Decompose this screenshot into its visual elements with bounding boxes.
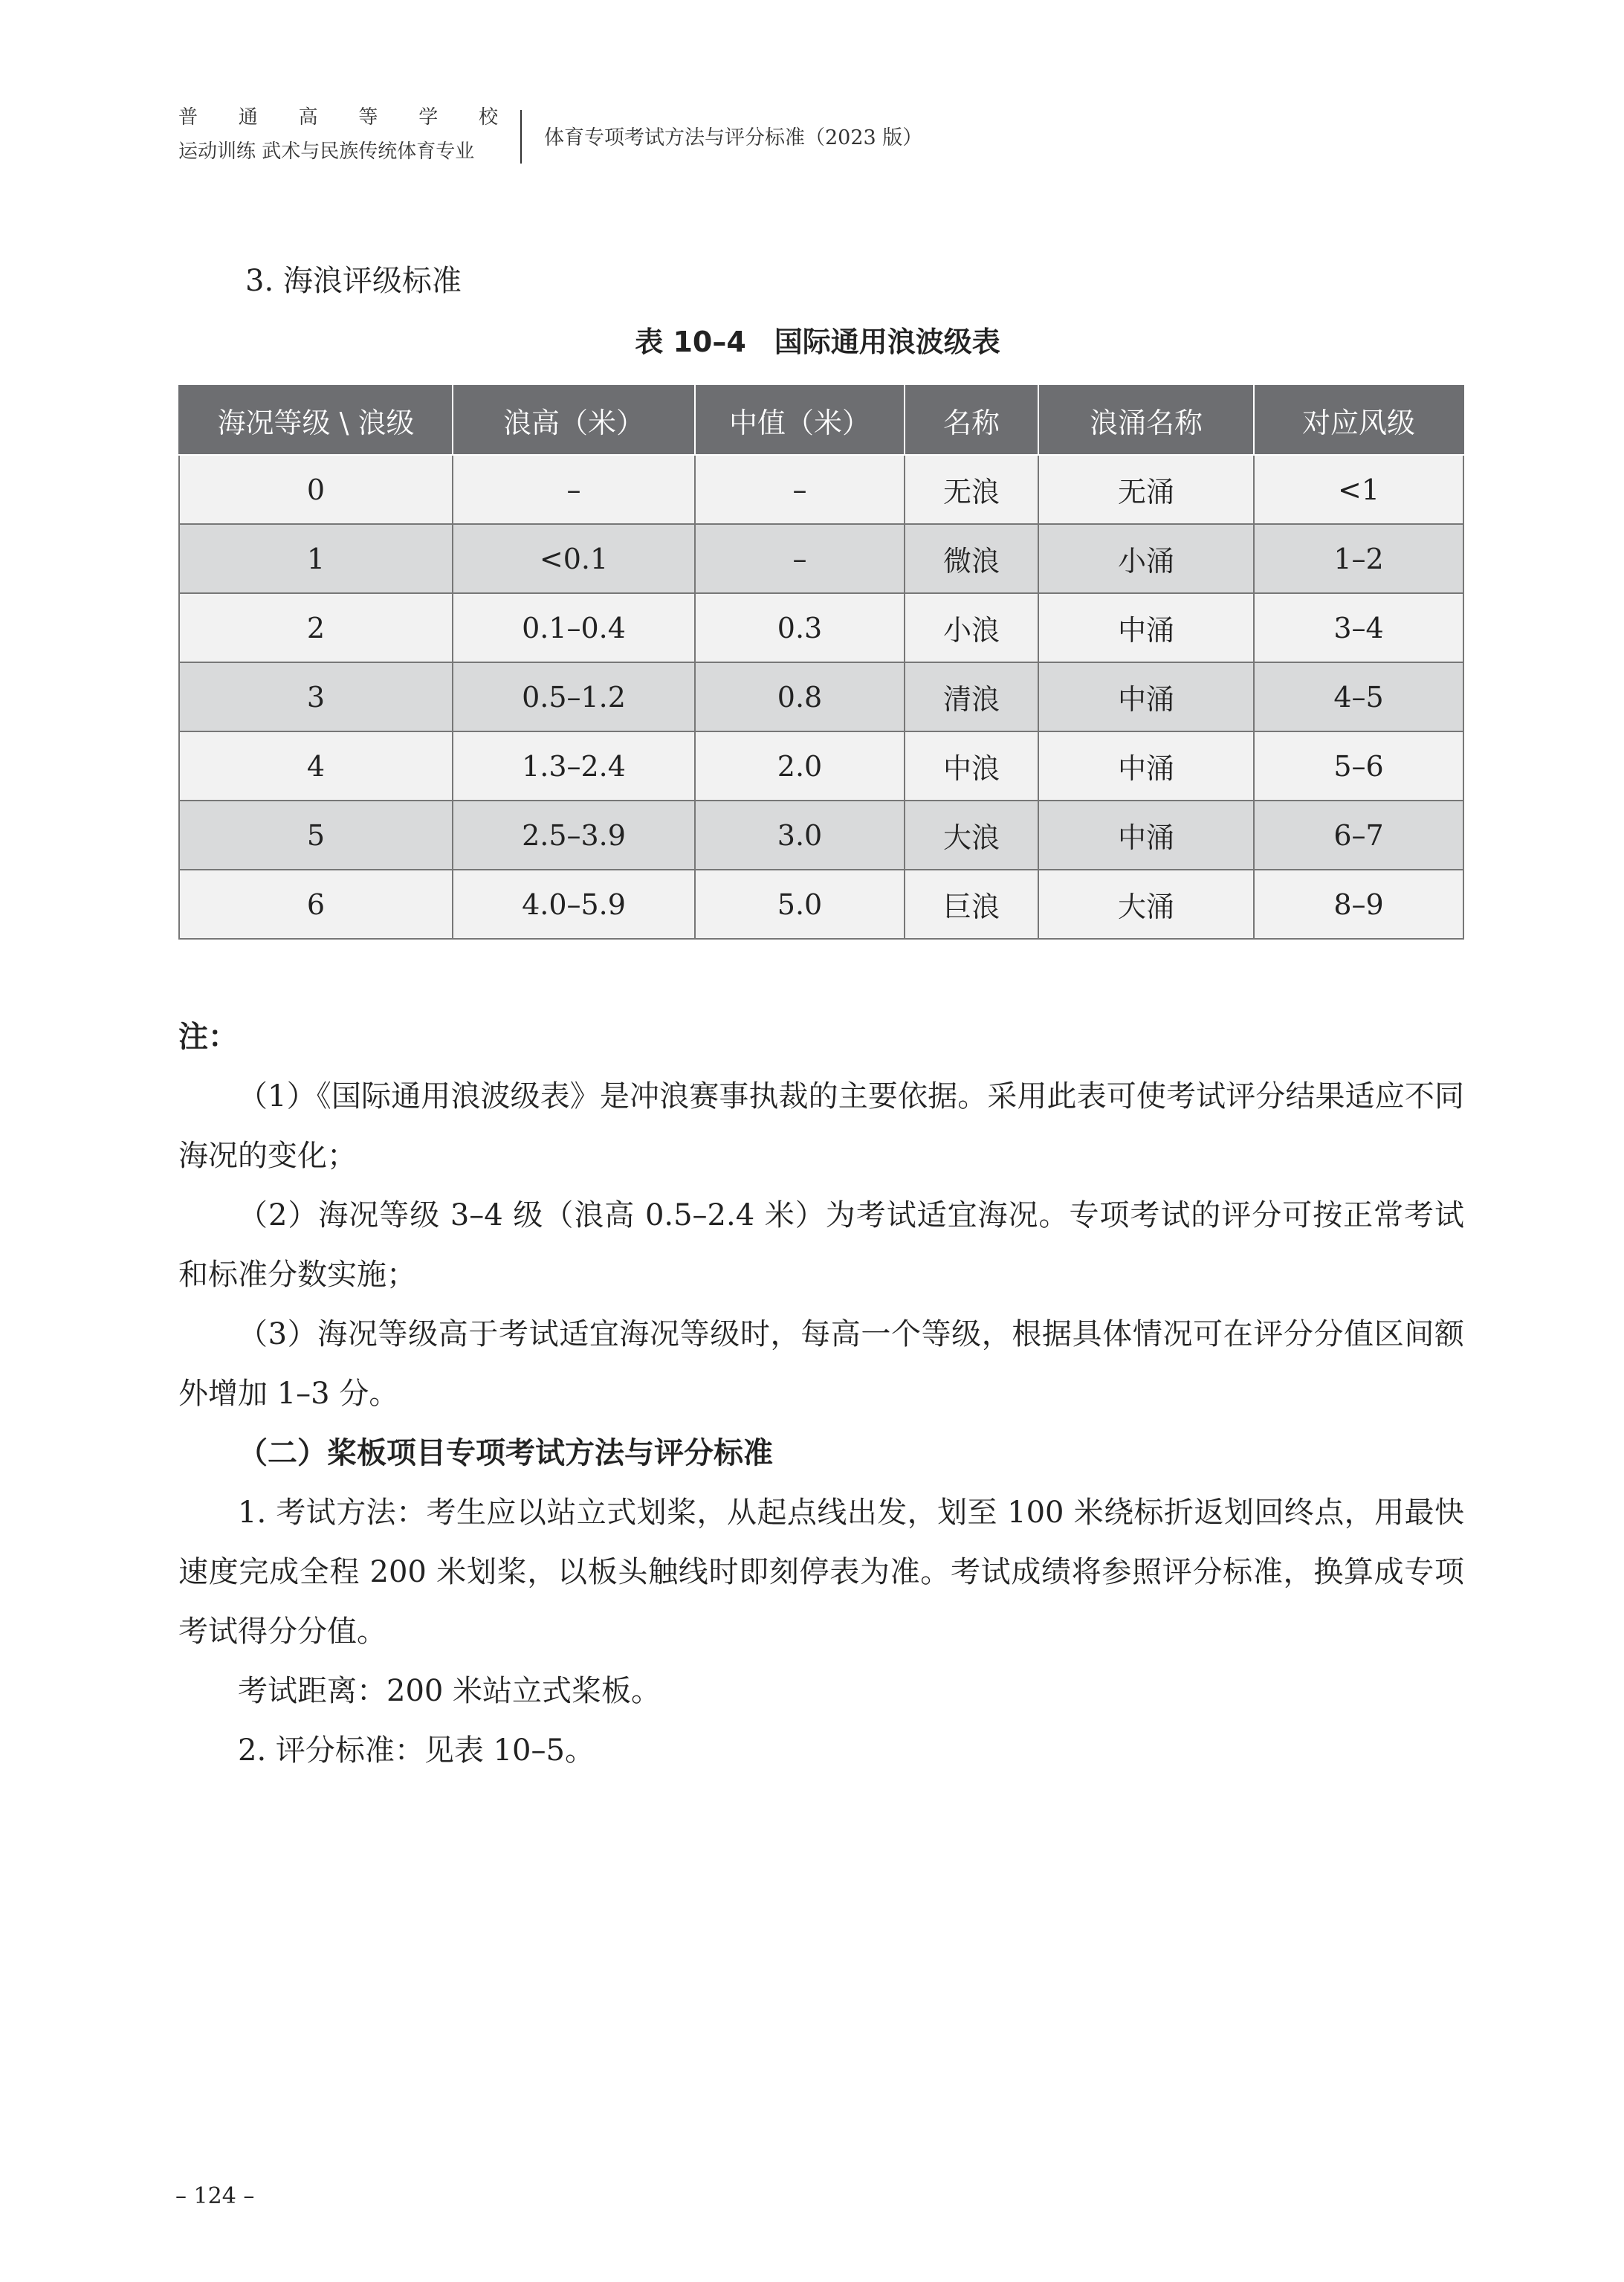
school-char: 通 bbox=[238, 106, 258, 129]
table-cell: 1.3–2.4 bbox=[453, 731, 695, 801]
table-cell: 0.1–0.4 bbox=[453, 593, 695, 662]
table-cell: 小涌 bbox=[1038, 524, 1254, 593]
table-caption: 表 10–4 国际通用浪波级表 bbox=[635, 326, 1000, 358]
book-title: 体育专项考试方法与评分标准（2023 版） bbox=[544, 126, 923, 149]
running-header-left bbox=[178, 104, 498, 167]
distance-paragraph: 考试距离：200 米站立式桨板。 bbox=[238, 1674, 661, 1708]
table-cell: 1 bbox=[179, 524, 453, 593]
table-cell: 微浪 bbox=[905, 524, 1038, 593]
table-cell: 无浪 bbox=[905, 455, 1038, 524]
table-cell: 巨浪 bbox=[905, 870, 1038, 939]
table-cell: 5 bbox=[179, 801, 453, 870]
school-char: 高 bbox=[298, 106, 318, 129]
header-divider bbox=[520, 110, 522, 164]
section-subheading: （二）桨板项目专项考试方法与评分标准 bbox=[238, 1435, 773, 1470]
table-cell: 5.0 bbox=[695, 870, 905, 939]
note-paragraph: （3）海况等级高于考试适宜海况等级时，每高一个等级，根据具体情况可在评分分值区间额外增加 1–3 分。 bbox=[178, 1317, 1464, 1411]
table-cell: 3.0 bbox=[695, 801, 905, 870]
table-row bbox=[179, 593, 1463, 662]
table-cell: 中涌 bbox=[1038, 801, 1254, 870]
body-text bbox=[178, 1007, 1464, 1780]
table-row bbox=[179, 455, 1463, 524]
column-header: 中值（米） bbox=[695, 386, 905, 455]
table-cell: 6 bbox=[179, 870, 453, 939]
table-cell: 中涌 bbox=[1038, 593, 1254, 662]
table-cell: 1–2 bbox=[1254, 524, 1463, 593]
school-char: 学 bbox=[418, 106, 439, 129]
table-cell: 3 bbox=[179, 662, 453, 731]
table-row bbox=[179, 524, 1463, 593]
table-cell: 清浪 bbox=[905, 662, 1038, 731]
table-cell: 8–9 bbox=[1254, 870, 1463, 939]
table-cell: 3–4 bbox=[1254, 593, 1463, 662]
table-cell: 中浪 bbox=[905, 731, 1038, 801]
table-row bbox=[179, 870, 1463, 939]
table-cell: 0.3 bbox=[695, 593, 905, 662]
column-header: 海况等级 \ 浪级 bbox=[179, 386, 453, 455]
table-cell: 5–6 bbox=[1254, 731, 1463, 801]
table-cell: 4–5 bbox=[1254, 662, 1463, 731]
column-header: 浪涌名称 bbox=[1038, 386, 1254, 455]
table-cell: 0 bbox=[179, 455, 453, 524]
wave-level-table bbox=[178, 385, 1464, 940]
table-cell: 2 bbox=[179, 593, 453, 662]
standard-paragraph: 2. 评分标准：见表 10–5。 bbox=[238, 1733, 595, 1768]
table-cell: 小浪 bbox=[905, 593, 1038, 662]
table-header-row bbox=[179, 386, 1463, 455]
section-heading: 3. 海浪评级标准 bbox=[245, 264, 462, 298]
school-type-label bbox=[178, 104, 498, 131]
table-cell: 中涌 bbox=[1038, 731, 1254, 801]
note-paragraph: （2）海况等级 3–4 级（浪高 0.5–2.4 米）为考试适宜海况。专项考试的评分可按正常考试和标准分数实施； bbox=[178, 1198, 1464, 1292]
table-cell: – bbox=[453, 455, 695, 524]
page-number: – 124 – bbox=[175, 2183, 255, 2209]
table-cell: 2.0 bbox=[695, 731, 905, 801]
notes-title: 注： bbox=[178, 1019, 238, 1054]
school-char: 等 bbox=[358, 106, 378, 129]
school-char: 校 bbox=[478, 106, 498, 129]
table-cell: 大涌 bbox=[1038, 870, 1254, 939]
table-cell: 2.5–3.9 bbox=[453, 801, 695, 870]
table-cell: – bbox=[695, 524, 905, 593]
column-header: 名称 bbox=[905, 386, 1038, 455]
table-row bbox=[179, 801, 1463, 870]
table-cell: 大浪 bbox=[905, 801, 1038, 870]
table-cell: 无涌 bbox=[1038, 455, 1254, 524]
table-cell: <1 bbox=[1254, 455, 1463, 524]
method-paragraph: 1. 考试方法：考生应以站立式划桨，从起点线出发，划至 100 米绕标折返划回终点，用最快速度完成全程 200 米划桨，以板头触线时即刻停表为准。考试成绩将参照评分标准，换算成专项考试得分分值。 bbox=[178, 1496, 1464, 1649]
table-cell: 4.0–5.9 bbox=[453, 870, 695, 939]
table-row bbox=[179, 662, 1463, 731]
table-cell: – bbox=[695, 455, 905, 524]
table-cell: 4 bbox=[179, 731, 453, 801]
table-cell: 0.5–1.2 bbox=[453, 662, 695, 731]
school-char: 普 bbox=[178, 106, 198, 129]
column-header: 浪高（米） bbox=[453, 386, 695, 455]
table-cell: 0.8 bbox=[695, 662, 905, 731]
table-cell: 6–7 bbox=[1254, 801, 1463, 870]
note-paragraph: （1）《国际通用浪波级表》是冲浪赛事执裁的主要依据。采用此表可使考试评分结果适应不同海况的变化； bbox=[178, 1079, 1464, 1173]
table-cell: <0.1 bbox=[453, 524, 695, 593]
table-row bbox=[179, 731, 1463, 801]
column-header: 对应风级 bbox=[1254, 386, 1463, 455]
table-cell: 中涌 bbox=[1038, 662, 1254, 731]
major-label: 运动训练 武术与民族传统体育专业 bbox=[178, 140, 475, 163]
